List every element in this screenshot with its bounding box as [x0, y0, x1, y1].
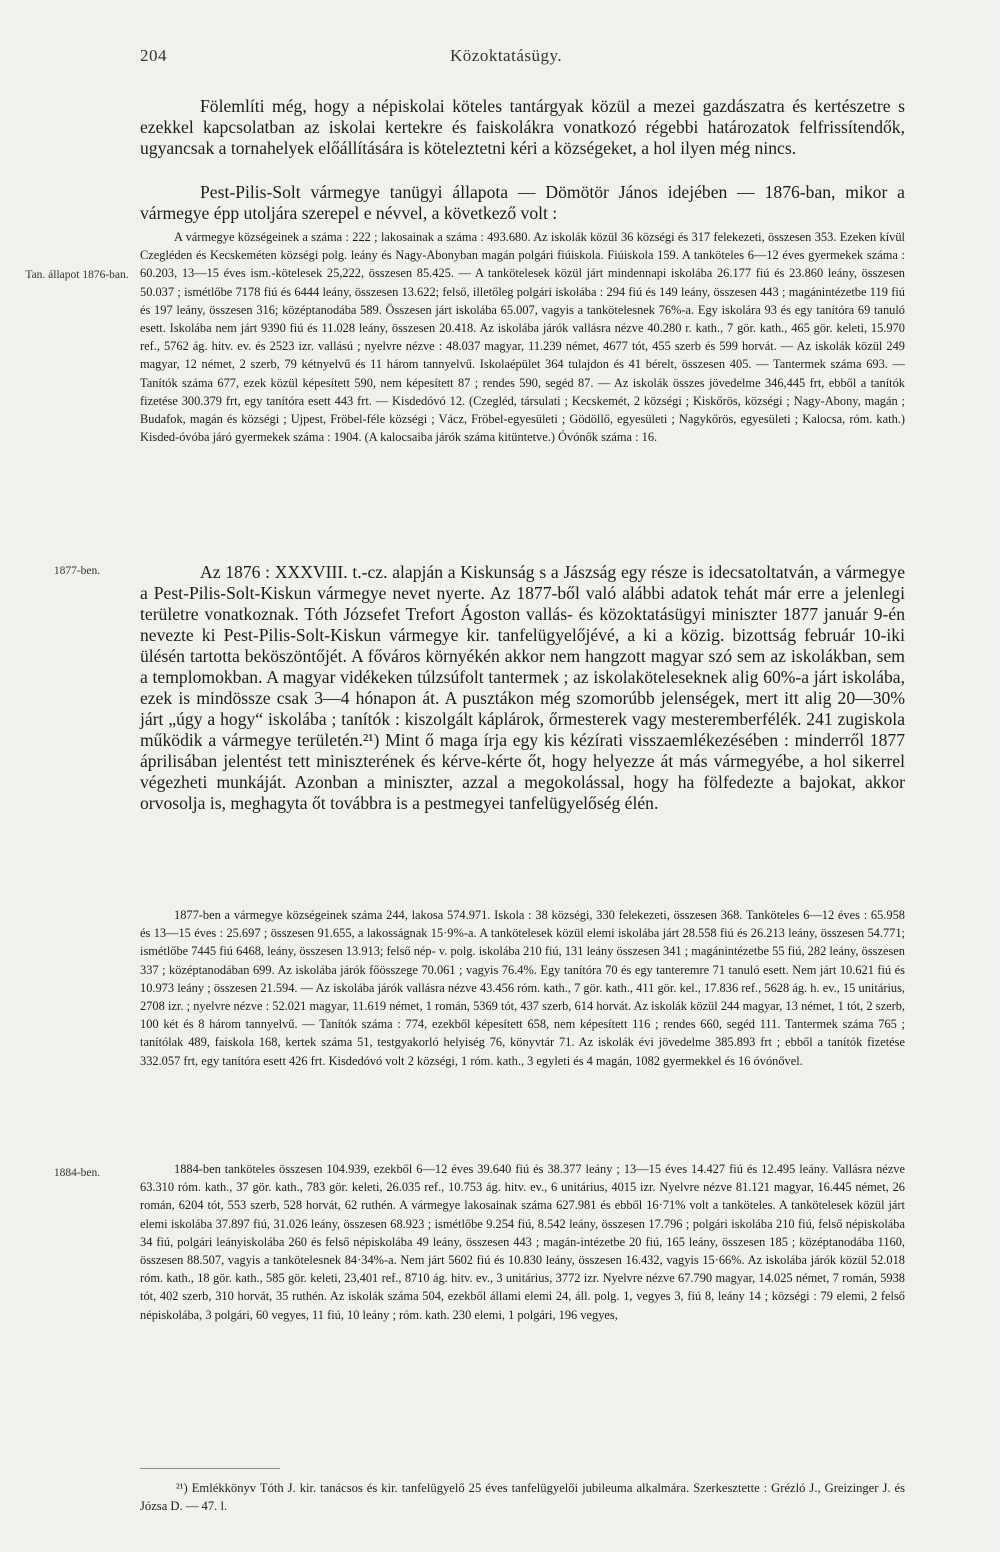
paragraph-intro: [140, 96, 905, 159]
paragraph-text: A vármegye községeinek a száma : 222 ; lakosainak a száma : 493.680. Az iskolák közül 36 községi és 317 felekezeti, összesen 353. Ezeken kívül Czegléden és Kecskeméten községi polg. leány és Nagy-Abonyban magán polgári fiúiskola. Fiúiskola 159. A tanköteles 6—12 éves gyermekek száma : 60.203, 13—15 éves ism.-kötelesek 25,222, összesen 85.425. — A tankötelesek közül járt mindennapi iskolába 26.177 fiú és 23.860 leány, összesen 50.037 ; ismétlőbe 7178 fiú és 6444 leány, összesen 13.622; felső, illetőleg polgári iskolába : 294 fiú és 149 leány, összesen 443 ; magánintézetbe 119 fiú és 197 leány, összesen 316; középtanodába 589. Összesen járt iskolába 65.007, vagyis a tankötelesnek 76%-a. Egy iskolára 93 és egy tanítóra 69 tanuló esett. Iskolába nem járt 9390 fiú és 11.028 leány, összesen 20.418. Az iskolába járók vallásra nézve 40.280 r. kath., 7 gör. kath., 465 gör. keleti, 15.970 ref., 5762 ág. hitv. ev. és 2523 izr. vallású ; nyelvre nézve : 48.037 magyar, 11.239 német, 4677 tót, 455 szerb és 599 horvát. — Az iskolák közül 249 magyar, 12 német, 2 szerb, 79 kétnyelvű és 11 három tannyelvű. Iskolaépület 364 tulajdon és 41 bérelt, összesen 405. — Tantermek száma 693. — Tanítók száma 677, ezek közül képesített 590, nem képesített 87 ; rendes 590, segéd 87. — Az iskolák összes jövedelme 346,445 frt, ebből a tanítók fizetése 300.379 frt, egy tanítóra esett 443 frt. — Kisdedóvó 12. (Czegléd, társulati ; Kecskemét, 2 községi ; Kiskőrös, községi ; Nagy-Abony, magán ; Budafok, magán és községi ; Ujpest, Fröbel-féle községi ; Vácz, Fröbel-egyesületi ; Gödöllő, egyesületi ; Nagykőrös, egyesületi ; Kalocsa, róm. kath.) Kisded-óvóba járó gyermekek száma : 1904. (A kalocsaiba járók száma kitüntetve.) Óvónők száma : 16.: [140, 230, 905, 445]
margin-note-1877: 1877-ben.: [53, 565, 101, 577]
paragraph-text: Fölemlíti még, hogy a népiskolai köteles tantárgyak közül a mezei gazdászatra és kertészetre s ezekkel kapcsolatban az iskolai kertekre és faiskolákra vonatkozó régebbi határozatok felfrissítendők, ugyancsak a tornahelyek előállítására is köteleztetni kéri a községeket, a hol ilyen még nincs.: [140, 96, 905, 158]
statistics-1884: [140, 1160, 905, 1324]
paragraph-text: Az 1876 : XXXVIII. t.-cz. alapján a Kiskunság s a Jászság egy része is idecsatoltatván, a vármegye a Pest-Pilis-Solt-Kiskun vármegye nevet nyerte. Az 1877-ből való alábbi adatok tehát már erre a jelenlegi területre vonatkoznak. Tóth Józsefet Trefort Ágoston vallás- és közoktatásügyi miniszter 1877 január 9-én nevezte ki Pest-Pilis-Solt-Kiskun vármegye kir. tanfelügyelőjévé, a ki a közig. bizottság február 10-iki ülésén tartotta beköszöntőjét. A főváros környékén akkor nem hangzott magyar szó sem az iskolákban, sem a templomokban. A magyar vidékeken túlzsúfolt tantermek ; az iskolaköteleseknek alig 60%-a járt iskolába, ezek is mindössze csak 3—4 hónapon át. A pusztákon még szomorúbb jelenségek, mert itt alig 20—30% járt „úgy a hogy“ iskolába ; tanítók : kiszolgált káplárok, őrmesterek vagy mesteremberfélék. 241 zugiskola működik a vármegye területén.²¹) Mint ő maga írja egy kis kézírati visszaemlékezésében : minderről 1877 áprilisában jelentést tett miniszterének és kérve-kérte őt, hogy helyezze át más vármegyébe, a hol sikerrel végezheti munkáját. Azonban a miniszter, azzal a megokolással, hogy ha fölfedezte a bajokat, akkor orvosolja is, meghagyta őt továbbra is a pestmegyei tanfelügyelőség élén.: [140, 562, 905, 813]
margin-note-1884: 1884-ben.: [53, 1167, 101, 1179]
page-number: 204: [140, 46, 167, 65]
statistics-1877: [140, 906, 905, 1070]
paragraph-1877-narrative: [140, 562, 905, 814]
paragraph-text: 1884-ben tanköteles összesen 104.939, ezekből 6—12 éves 39.640 fiú és 38.377 leány ; 13—15 éves 14.427 fiú és 12.495 leány. Vallásra nézve 63.310 róm. kath., 37 gör. kath., 783 gör. keleti, 26.035 ref., 10.753 ág. hitv. ev., 6 unitárius, 4015 izr. Nyelvre nézve 81.121 magyar, 16.445 német, 26 román, 6204 tót, 553 szerb, 528 horvát, 62 ruthén. A vármegye lakosainak száma 627.981 és ebből 16·71% volt a tanköteles. A tankötelesek közül járt elemi iskolába 37.897 fiú, 31.026 leány, összesen 68.923 ; ismétlőbe 9.254 fiú, 8.542 leány, összesen 17.796 ; polgári iskolába 210 fiú, felső népiskolába 34 fiú, polgári leányiskolába 260 és felső népiskolába 49 leány, összesen 443 ; magán-intézetbe 20 fiú, 165 leány, összesen 185 ; középtanodába 1160, összesen 88.507, vagyis a tankötelesnek 84·34%-a. Nem járt 5602 fiú és 10.830 leány, összesen 16.432, vagyis 15·66%. Az iskolába járók közül 52.018 róm. kath., 18 gör. kath., 585 gör. keleti, 23,401 ref., 8710 ág. hitv. ev., 3 unitárius, 3772 izr. Nyelvre nézve 67.790 magyar, 14.025 német, 7 román, 5938 tót, 402 szerb, 310 horvát, 35 ruthén. Az iskolák száma 504, ezekből állami elemi 24, áll. polg. 1, vegyes 3, fiú 8, leány 14 ; községi : 79 elemi, 2 felső népiskolába, 3 polgári, 60 vegyes, 11 fiú, 10 leány ; róm. kath. 230 elemi, 1 polgári, 196 vegyes,: [140, 1162, 905, 1322]
paragraph-county-status: [140, 182, 905, 224]
paragraph-text: Pest-Pilis-Solt vármegye tanügyi állapota — Dömötör János idejében — 1876-ban, mikor a vármegye épp utoljára szerepel e névvel, a következő volt :: [140, 182, 905, 223]
margin-note-1876: Tan. állapot 1876-ban.: [25, 269, 129, 281]
footnote-21: ²¹) Emlékkönyv Tóth J. kir. tanácsos és kir. tanfelügyelő 25 éves tanfelügyelői jubileuma alkalmára. Szerkesztette : Grézló J., Greizinger J. és Józsa D. — 47. l.: [140, 1481, 905, 1513]
footnote-divider: [140, 1468, 280, 1469]
running-title: Közoktatásügy.: [450, 46, 563, 65]
running-header: [140, 46, 900, 70]
statistics-1876: [140, 228, 905, 446]
paragraph-text: 1877-ben a vármegye községeinek száma 244, lakosa 574.971. Iskola : 38 községi, 330 felekezeti, összesen 368. Tanköteles 6—12 éves : 65.958 és 13—15 éves : 25.697 ; összesen 91.655, a lakosságnak 15·9%-a. A tankötelesek közül elemi iskolába járt 28.558 fiú és 26.213 leány, összesen 54.771; ismétlőbe 7445 fiú 6468, leány, összesen 13.913; felső nép- v. polg. iskolába 210 fiú, 131 leány összesen 341 ; magánintézetbe 55 fiú, 282 leány, összesen 337 ; középtanodában 699. Az iskolába járók főösszege 70.061 ; vagyis 76.4%. Egy tanítóra 70 és egy tanteremre 71 tanuló esett. Nem járt 10.621 fiú és 10.973 leány ; összesen 21.594. — Az iskolába járók vallásra nézve 43.456 róm. kath., 7 gör. kath., 411 gör. kel., 17.836 ref., 5628 ág. h. ev., 15 unitárius, 2708 izr. ; nyelvre nézve : 52.021 magyar, 11.619 német, 1 román, 5369 tót, 437 szerb, 614 horvát. Az iskolák közül 244 magyar, 13 német, 1 tót, 2 szerb, 100 két és 8 három tannyelvű. — Tanítók száma : 774, ezekből képesített 658, nem képesített 116 ; rendes 660, segéd 111. Tantermek száma 765 ; tanítólak 489, faiskola 168, kertek száma 51, testgyakorló helyiség 76, könyvtár 71. Az iskolák évi jövedelme 385.893 frt ; ebből a tanítók fizetése 332.057 frt, egy tanítóra esett 426 frt. Kisdedóvó volt 2 községi, 1 róm. kath., 3 egyleti és 4 magán, 1082 gyermekkel és 16 óvónővel.: [140, 908, 905, 1068]
